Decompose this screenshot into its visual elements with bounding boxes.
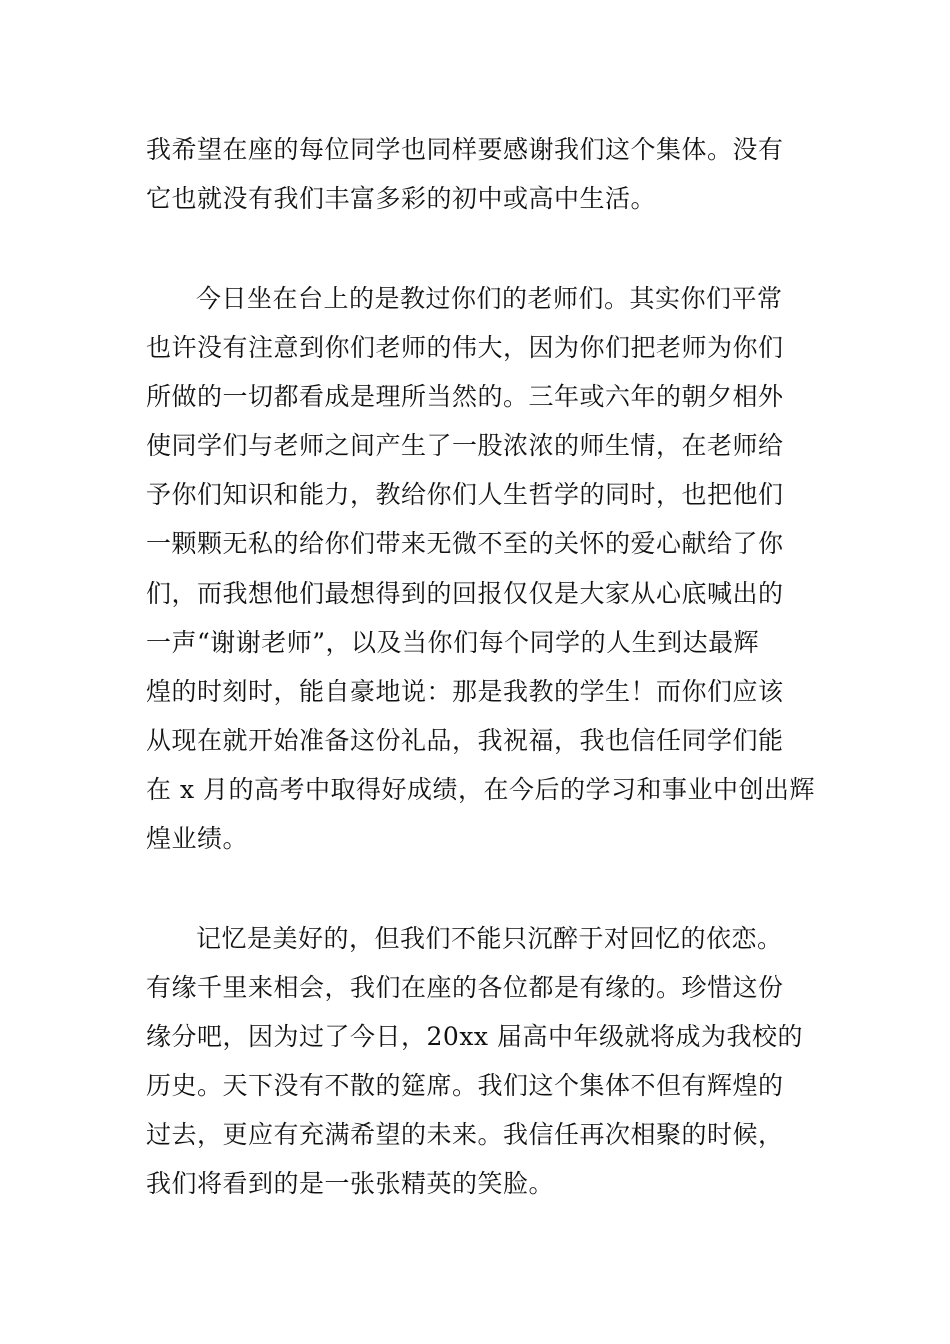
text-line: 在 x 月的高考中取得好成绩，在今后的学习和事业中创出辉 <box>146 775 815 804</box>
text-line: 历史。天下没有不散的筵席。我们这个集体不但有辉煌的 <box>146 1071 784 1100</box>
text-line: 们，而我想他们最想得到的回报仅仅是大家从心底喊出的 <box>146 579 784 608</box>
text-line: 记忆是美好的，但我们不能只沉醉于对回忆的依恋。 <box>196 924 783 953</box>
text-line: 一颗颗无私的给你们带来无微不至的关怀的爱心献给了你 <box>146 529 784 558</box>
text-line: 我们将看到的是一张张精英的笑脸。 <box>146 1169 555 1198</box>
text-line: 煌的时刻时，能自豪地说：那是我教的学生！而你们应该 <box>146 677 784 706</box>
text-line: 我希望在座的每位同学也同样要感谢我们这个集体。没有 <box>146 135 784 164</box>
text-line: 也许没有注意到你们老师的伟大，因为你们把老师为你们 <box>146 333 784 362</box>
text-line: 予你们知识和能力，教给你们人生哲学的同时，也把他们 <box>146 480 784 509</box>
text-line: 从现在就开始准备这份礼品，我祝福，我也信任同学们能 <box>146 726 784 755</box>
text-line: 煌业绩。 <box>146 824 249 853</box>
text-line: 一声“谢谢老师”，以及当你们每个同学的人生到达最辉 <box>146 628 760 657</box>
text-line: 所做的一切都看成是理所当然的。三年或六年的朝夕相外 <box>146 382 784 411</box>
text-line: 过去，更应有充满希望的未来。我信任再次相聚的时候， <box>146 1120 784 1149</box>
text-line: 缘分吧，因为过了今日，20xx 届高中年级就将成为我校的 <box>146 1022 803 1051</box>
text-line: 今日坐在台上的是教过你们的老师们。其实你们平常 <box>196 284 783 313</box>
text-line: 它也就没有我们丰富多彩的初中或高中生活。 <box>146 184 657 213</box>
text-line: 使同学们与老师之间产生了一股浓浓的师生情，在老师给 <box>146 431 784 460</box>
text-line: 有缘千里来相会，我们在座的各位都是有缘的。珍惜这份 <box>146 973 784 1002</box>
